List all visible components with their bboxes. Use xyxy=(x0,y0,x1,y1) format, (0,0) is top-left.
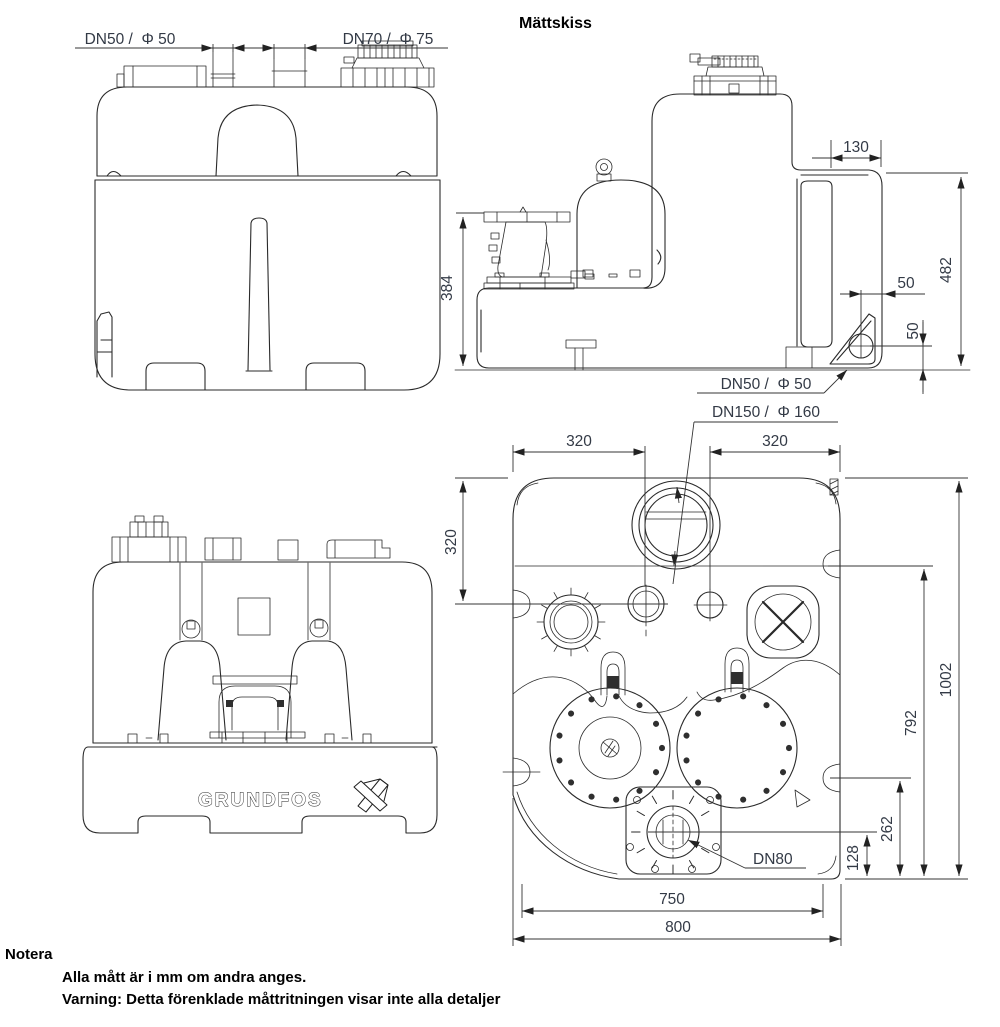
front-view-pumps xyxy=(83,516,437,833)
top-fittings-2 xyxy=(112,516,390,562)
note-line-2: Varning: Detta förenklade måttritningen visar inte alla detaljer xyxy=(62,991,501,1008)
dim-800-label: 800 xyxy=(665,919,691,936)
label-vent-dn50: DN50 / Φ 50 xyxy=(84,31,176,48)
dim-482-label: 482 xyxy=(938,257,955,283)
page-title: Mättskiss xyxy=(519,15,592,32)
notes-heading: Notera xyxy=(5,946,53,963)
front-view xyxy=(95,41,440,390)
pump-dome-left xyxy=(158,641,226,740)
discharge-flange-dn80 xyxy=(626,787,721,874)
screw-cap-top xyxy=(537,588,605,656)
control-box xyxy=(238,598,270,635)
dim-320-left-label: 320 xyxy=(566,433,592,450)
contour-wave xyxy=(513,660,840,713)
small-opening-a xyxy=(628,585,664,636)
small-opening-b xyxy=(694,589,727,621)
pump-dome-right xyxy=(286,641,352,740)
label-outlet-dn50: DN50 / Φ 50 xyxy=(720,376,812,393)
dim-50v-label: 50 xyxy=(905,322,922,340)
side-view xyxy=(455,54,970,370)
dim-320-vert-label: 320 xyxy=(443,529,460,555)
label-dn80: DN80 xyxy=(753,851,793,868)
note-line-1: Alla mått är i mm om andra anges. xyxy=(62,969,307,986)
x-lid xyxy=(747,586,819,658)
lifting-ring xyxy=(596,159,612,181)
vent-pipe-dn50 xyxy=(211,52,235,87)
outlet-bracket xyxy=(830,314,875,364)
pump-handles-top xyxy=(601,648,749,695)
side-panel xyxy=(797,179,832,347)
center-rib xyxy=(246,218,272,371)
dim-750-label: 750 xyxy=(659,891,685,908)
vent-pipe-dn70 xyxy=(272,59,307,87)
brand-wordmark: GRUNDFOS xyxy=(198,790,323,811)
screw-cap-side xyxy=(690,54,776,95)
dim-128-label: 128 xyxy=(845,845,862,871)
dim-262-label: 262 xyxy=(879,816,896,842)
pump-towers xyxy=(180,563,330,640)
dim-50h-label: 50 xyxy=(897,275,915,292)
pump-cover-right xyxy=(677,688,810,808)
dim-320-right-label: 320 xyxy=(762,433,788,450)
grundfos-logo xyxy=(198,779,388,812)
base-tabs xyxy=(128,734,371,743)
dim-top-view xyxy=(455,445,968,946)
corner-hatch xyxy=(830,479,838,495)
pump-cover-left xyxy=(550,688,670,808)
left-bracket xyxy=(97,312,112,377)
dim-792-label: 792 xyxy=(903,710,920,736)
label-manhole-dn150: DN150 / Φ 160 xyxy=(711,404,821,421)
dim-1002-label: 1002 xyxy=(938,662,955,698)
dim-130-label: 130 xyxy=(843,139,869,156)
dim-384-label: 384 xyxy=(439,275,456,301)
top-view xyxy=(503,478,840,879)
label-vent-dn70: DN70 / Φ 75 xyxy=(342,31,434,48)
